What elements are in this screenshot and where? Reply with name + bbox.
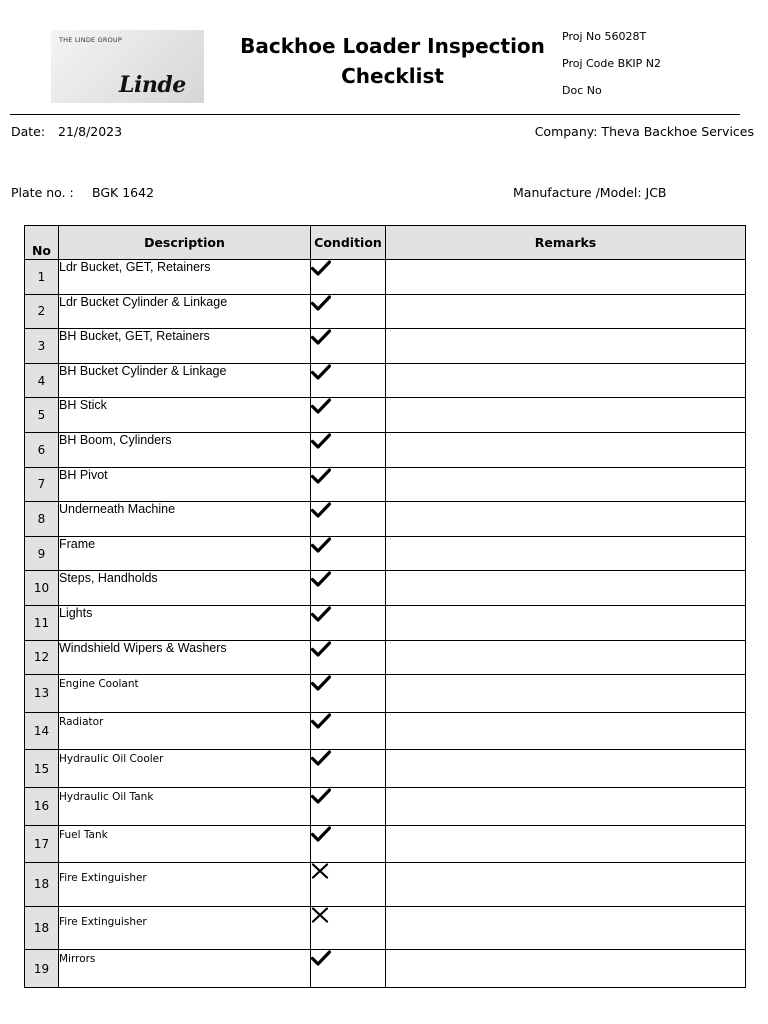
row-description: Steps, Handholds xyxy=(59,571,311,606)
row-remarks[interactable] xyxy=(386,363,746,398)
table-row xyxy=(25,712,746,750)
table-row xyxy=(25,605,746,640)
checkmark-icon xyxy=(311,606,385,622)
table-row xyxy=(25,329,746,364)
row-number: 7 xyxy=(25,467,59,502)
row-description: Lights xyxy=(59,605,311,640)
row-number: 18 xyxy=(25,906,59,950)
row-description: Mirrors xyxy=(59,950,311,988)
model-field: Manufacture /Model: JCB xyxy=(513,185,667,200)
table-row xyxy=(25,640,746,675)
table-row xyxy=(25,825,746,863)
checkmark-icon xyxy=(311,364,385,380)
row-remarks[interactable] xyxy=(386,329,746,364)
row-remarks[interactable] xyxy=(386,787,746,825)
plate-label: Plate no. : xyxy=(11,185,74,200)
row-number: 5 xyxy=(25,398,59,433)
checkmark-icon xyxy=(311,713,385,729)
checkmark-icon xyxy=(311,260,385,276)
row-description: Fuel Tank xyxy=(59,825,311,863)
row-number: 6 xyxy=(25,432,59,467)
row-description: BH Pivot xyxy=(59,467,311,502)
row-number: 12 xyxy=(25,640,59,675)
company-field: Company: Theva Backhoe Services xyxy=(534,124,754,139)
row-description: Frame xyxy=(59,536,311,571)
row-remarks[interactable] xyxy=(386,640,746,675)
row-description: Fire Extinguisher xyxy=(59,906,311,950)
table-row xyxy=(25,398,746,433)
row-condition xyxy=(311,950,386,988)
row-number: 18 xyxy=(25,863,59,907)
plate-value: BGK 1642 xyxy=(92,185,155,200)
row-number: 8 xyxy=(25,502,59,537)
row-number: 9 xyxy=(25,536,59,571)
proj-code: Proj Code BKIP N2 xyxy=(562,57,662,70)
row-description: Hydraulic Oil Cooler xyxy=(59,750,311,788)
checkmark-icon xyxy=(311,826,385,842)
row-remarks[interactable] xyxy=(386,605,746,640)
row-description: Radiator xyxy=(59,712,311,750)
cross-icon xyxy=(311,863,385,879)
row-remarks[interactable] xyxy=(386,906,746,950)
row-condition xyxy=(311,675,386,713)
row-condition xyxy=(311,536,386,571)
row-condition xyxy=(311,398,386,433)
checkmark-icon xyxy=(311,788,385,804)
row-remarks[interactable] xyxy=(386,571,746,606)
row-description: Fire Extinguisher xyxy=(59,863,311,907)
row-description: Underneath Machine xyxy=(59,502,311,537)
row-remarks[interactable] xyxy=(386,863,746,907)
header-remarks: Remarks xyxy=(386,226,746,260)
table-header-row xyxy=(25,226,746,260)
row-description: Ldr Bucket Cylinder & Linkage xyxy=(59,294,311,329)
date-label: Date: xyxy=(11,124,46,139)
row-remarks[interactable] xyxy=(386,398,746,433)
header-no: No xyxy=(25,226,59,260)
doc-no: Doc No xyxy=(562,84,602,97)
row-remarks[interactable] xyxy=(386,432,746,467)
row-condition xyxy=(311,787,386,825)
checkmark-icon xyxy=(311,295,385,311)
table-row xyxy=(25,502,746,537)
checkmark-icon xyxy=(311,950,385,966)
table-row xyxy=(25,863,746,907)
row-condition xyxy=(311,750,386,788)
row-description: Windshield Wipers & Washers xyxy=(59,640,311,675)
row-description: Engine Coolant xyxy=(59,675,311,713)
table-row xyxy=(25,571,746,606)
linde-logo xyxy=(51,30,204,103)
row-condition xyxy=(311,712,386,750)
checkmark-icon xyxy=(311,750,385,766)
logo-group-text: THE LINDE GROUP xyxy=(59,36,122,44)
inspection-table xyxy=(24,225,746,988)
row-number: 15 xyxy=(25,750,59,788)
row-remarks[interactable] xyxy=(386,825,746,863)
row-remarks[interactable] xyxy=(386,294,746,329)
row-remarks[interactable] xyxy=(386,950,746,988)
row-number: 4 xyxy=(25,363,59,398)
checkmark-icon xyxy=(311,502,385,518)
checkmark-icon xyxy=(311,468,385,484)
row-condition xyxy=(311,432,386,467)
table-row xyxy=(25,467,746,502)
row-number: 2 xyxy=(25,294,59,329)
row-remarks[interactable] xyxy=(386,502,746,537)
row-description: BH Stick xyxy=(59,398,311,433)
row-condition xyxy=(311,571,386,606)
row-condition xyxy=(311,825,386,863)
checkmark-icon xyxy=(311,571,385,587)
table-row xyxy=(25,363,746,398)
row-condition xyxy=(311,863,386,907)
row-condition xyxy=(311,906,386,950)
header-condition: Condition xyxy=(311,226,386,260)
row-description: BH Bucket, GET, Retainers xyxy=(59,329,311,364)
row-remarks[interactable] xyxy=(386,260,746,295)
row-number: 17 xyxy=(25,825,59,863)
table-row xyxy=(25,906,746,950)
row-remarks[interactable] xyxy=(386,467,746,502)
row-number: 16 xyxy=(25,787,59,825)
row-remarks[interactable] xyxy=(386,712,746,750)
table-row xyxy=(25,260,746,295)
proj-no: Proj No 56028T xyxy=(562,30,647,43)
row-condition xyxy=(311,294,386,329)
row-remarks[interactable] xyxy=(386,675,746,713)
title-line-1: Backhoe Loader Inspection xyxy=(240,34,545,58)
row-condition xyxy=(311,329,386,364)
row-number: 3 xyxy=(25,329,59,364)
table-row xyxy=(25,787,746,825)
page-title xyxy=(230,31,555,91)
table-row xyxy=(25,536,746,571)
table-row xyxy=(25,750,746,788)
table-row xyxy=(25,432,746,467)
logo-brand-text: Linde xyxy=(119,72,186,98)
header-divider xyxy=(10,114,740,115)
row-remarks[interactable] xyxy=(386,536,746,571)
table-row xyxy=(25,675,746,713)
checkmark-icon xyxy=(311,675,385,691)
row-condition xyxy=(311,640,386,675)
title-line-2: Checklist xyxy=(341,64,444,88)
row-number: 13 xyxy=(25,675,59,713)
row-description: Hydraulic Oil Tank xyxy=(59,787,311,825)
header-description: Description xyxy=(59,226,311,260)
table-row xyxy=(25,950,746,988)
row-remarks[interactable] xyxy=(386,750,746,788)
row-number: 1 xyxy=(25,260,59,295)
table-row xyxy=(25,294,746,329)
checkmark-icon xyxy=(311,433,385,449)
row-condition xyxy=(311,605,386,640)
row-condition xyxy=(311,260,386,295)
row-description: Ldr Bucket, GET, Retainers xyxy=(59,260,311,295)
row-number: 11 xyxy=(25,605,59,640)
cross-icon xyxy=(311,907,385,923)
row-condition xyxy=(311,502,386,537)
checkmark-icon xyxy=(311,398,385,414)
row-condition xyxy=(311,467,386,502)
checkmark-icon xyxy=(311,537,385,553)
row-number: 14 xyxy=(25,712,59,750)
date-value: 21/8/2023 xyxy=(58,124,123,139)
row-number: 19 xyxy=(25,950,59,988)
checkmark-icon xyxy=(311,329,385,345)
row-number: 10 xyxy=(25,571,59,606)
row-description: BH Bucket Cylinder & Linkage xyxy=(59,363,311,398)
row-description: BH Boom, Cylinders xyxy=(59,432,311,467)
checkmark-icon xyxy=(311,641,385,657)
row-condition xyxy=(311,363,386,398)
